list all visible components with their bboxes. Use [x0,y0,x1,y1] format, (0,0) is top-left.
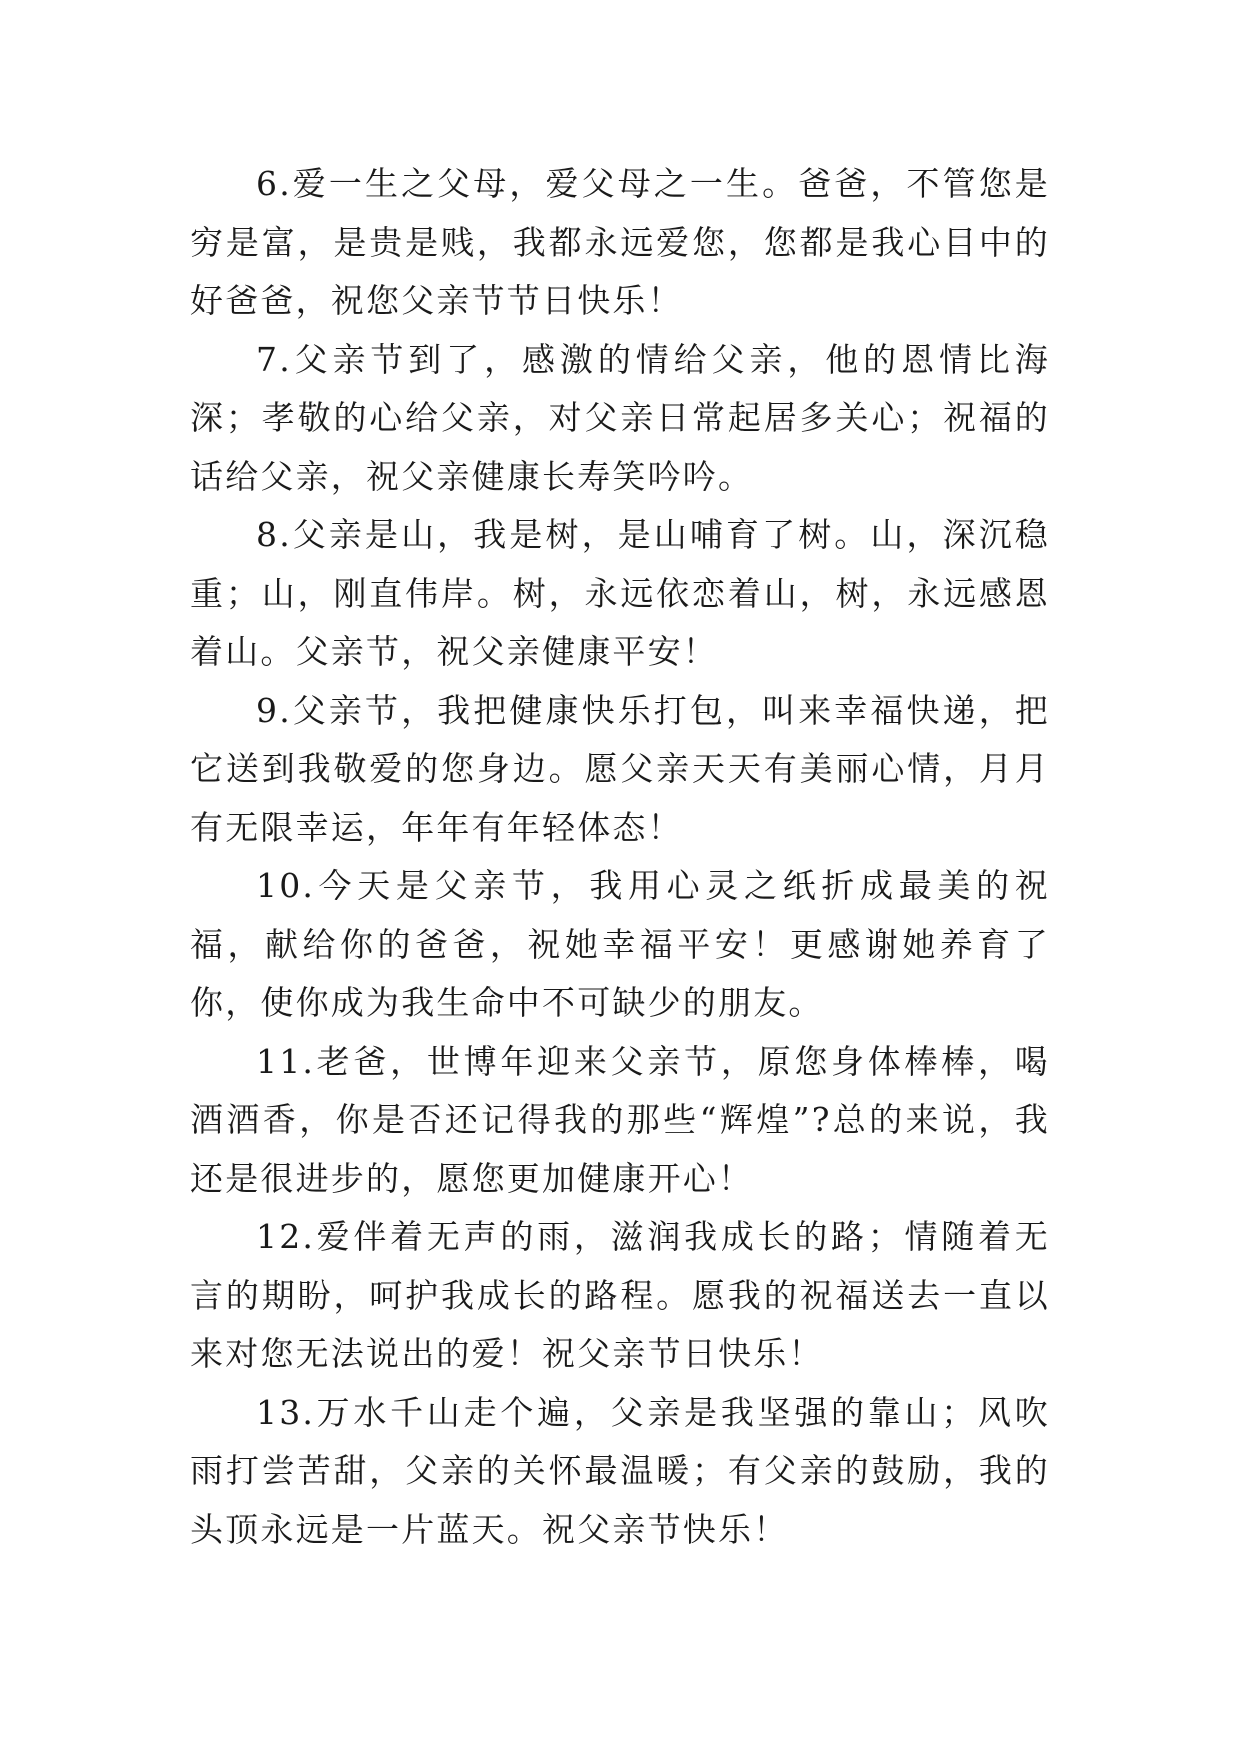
paragraph-10: 10.今天是父亲节，我用心灵之纸折成最美的祝福，献给你的爸爸，祝她幸福平安！更感谢她养育了你，使你成为我生命中不可缺少的朋友。 [190,866,1050,1022]
paragraph-12: 12.爱伴着无声的雨，滋润我成长的路；情随着无言的期盼，呵护我成长的路程。愿我的祝福送去一直以来对您无法说出的爱！祝父亲节日快乐！ [190,1217,1050,1373]
paragraph-11: 11.老爸，世博年迎来父亲节，原您身体棒棒，喝酒酒香，你是否还记得我的那些“辉煌”?总的来说，我还是很进步的，愿您更加健康开心！ [190,1041,1050,1198]
paragraph-6: 6.爱一生之父母，爱父母之一生。爸爸，不管您是穷是富，是贵是贱，我都永远爱您，您都是我心目中的好爸爸，祝您父亲节节日快乐！ [190,164,1050,320]
paragraph-7: 7.父亲节到了，感激的情给父亲，他的恩情比海深；孝敬的心给父亲，对父亲日常起居多关心；祝福的话给父亲，祝父亲健康长寿笑吟吟。 [190,339,1050,496]
document-body [190,155,1050,1559]
paragraph-8: 8.父亲是山，我是树，是山哺育了树。山，深沉稳重；山，刚直伟岸。树，永远依恋着山，树，永远感恩着山。父亲节，祝父亲健康平安！ [190,515,1050,671]
paragraph-13: 13.万水千山走个遍，父亲是我坚强的靠山；风吹雨打尝苦甜，父亲的关怀最温暖；有父亲的鼓励，我的头顶永远是一片蓝天。祝父亲节快乐！ [190,1392,1050,1549]
paragraph-9: 9.父亲节，我把健康快乐打包，叫来幸福快递，把它送到我敬爱的您身边。愿父亲天天有美丽心情，月月有无限幸运，年年有年轻体态！ [190,690,1050,847]
